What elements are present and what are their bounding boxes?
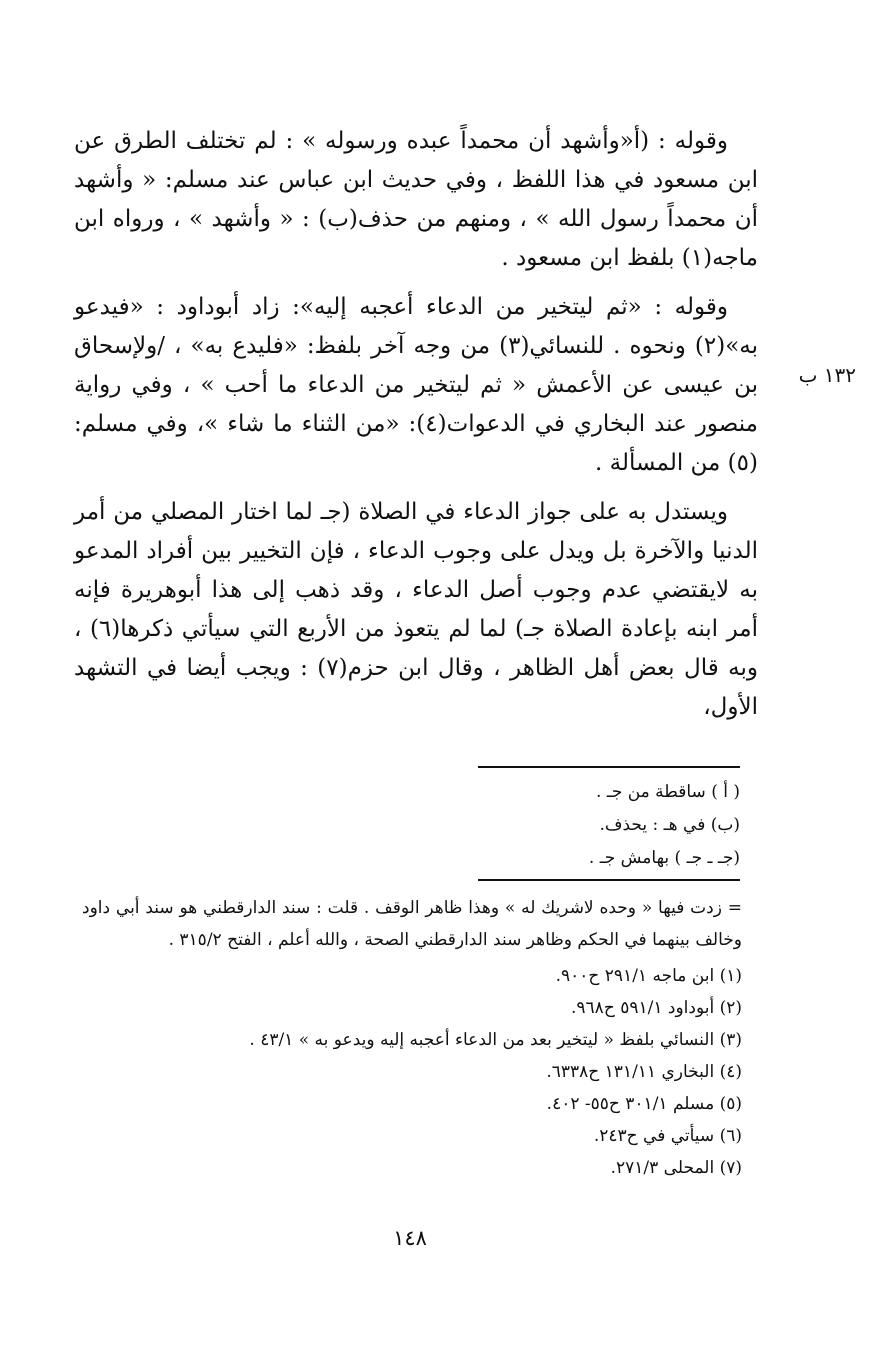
margin-folio-note: ١٣٢ ب (798, 363, 856, 387)
variant-notes-rule-bottom (478, 879, 740, 881)
variant-notes-rule-top (478, 766, 740, 768)
variant-note: ( أ ) ساقطة من جـ . (596, 782, 740, 802)
paragraph-3: ويستدل به على جواز الدعاء في الصلاة (جـ لما اختار المصلي من أمر الدنيا والآخرة بل ويدل على وجوب الدعاء ، فإن التخيير بين أفراد المدعو به لايقتضي عدم وجوب أصل الدعاء ، وقد ذهب إلى هذا أبوهريرة فإنه أمر ابنه بإعادة الصلاة جـ) لما لم يتعوذ من الأربع التي سيأتي ذكرها(٦) ، وبه قال بعض أهل الظاهر ، وقال ابن حزم(٧) : ويجب أيضا في التشهد الأول، (74, 499, 758, 720)
paragraph-2: وقوله : «ثم ليتخير من الدعاء أعجبه إليه»: زاد أبوداود : «فيدعو به»(٢) ونحوه . للنسائي(٣) من وجه آخر بلفظ: «فليدع به» ، /ولإسحاق بن عيسى عن الأعمش « ثم ليتخير من الدعاء ما أحب » ، وفي رواية منصور عند البخاري في الدعوات(٤): «من الثناء ما شاء »، وفي مسلم:(٥) من المسألة . (74, 294, 758, 476)
paragraph-1: وقوله : (أ«وأشهد أن محمداً عبده ورسوله » : لم تختلف الطرق عن ابن مسعود في هذا اللفظ ، وفي حديث ابن عباس عند مسلم: « وأشهد أن محمداً رسول الله » ، ومنهم من حذف(ب) : « وأشهد » ، ورواه ابن ماجه(١) بلفظ ابن مسعود . (74, 128, 758, 271)
footnote-continuation: = زدت فيها « وحده لاشريك له » وهذا ظاهر الوقف . قلت : سند الدارقطني هو سند أبي داود وخالف بينهما في الحكم وظاهر سند الدارقطني الصحة ، والله أعلم ، الفتح ٣١٥/٢ . (82, 898, 742, 950)
footnote: (٧) المحلى ٢٧١/٣. (610, 1158, 742, 1178)
footnote: (٢) أبوداود ٥٩١/١ ح٩٦٨. (571, 998, 742, 1018)
variant-note: (ب) في هـ : يحذف. (599, 815, 740, 835)
footnote: (٣) النسائي بلفظ « ليتخير بعد من الدعاء أعجبه إليه ويدعو به » ٤٣/١ . (249, 1030, 742, 1050)
variant-notes (480, 776, 740, 875)
footnote: (٤) البخاري ١٣١/١١ ح٦٣٣٨. (546, 1062, 742, 1082)
page-number: ١٤٨ (393, 1226, 427, 1250)
footnote: (٥) مسلم ٣٠١/١ ح٥٥- ٤٠٢. (546, 1094, 742, 1114)
variant-note: (جـ ـ جـ ) بهامش جـ . (588, 848, 740, 868)
footnote: (٦) سيأتي في ح٢٤٣. (593, 1126, 742, 1146)
main-text (74, 122, 758, 737)
footnote: (١) ابن ماجه ٢٩١/١ ح٩٠٠. (555, 966, 742, 986)
footnotes (82, 892, 742, 1184)
